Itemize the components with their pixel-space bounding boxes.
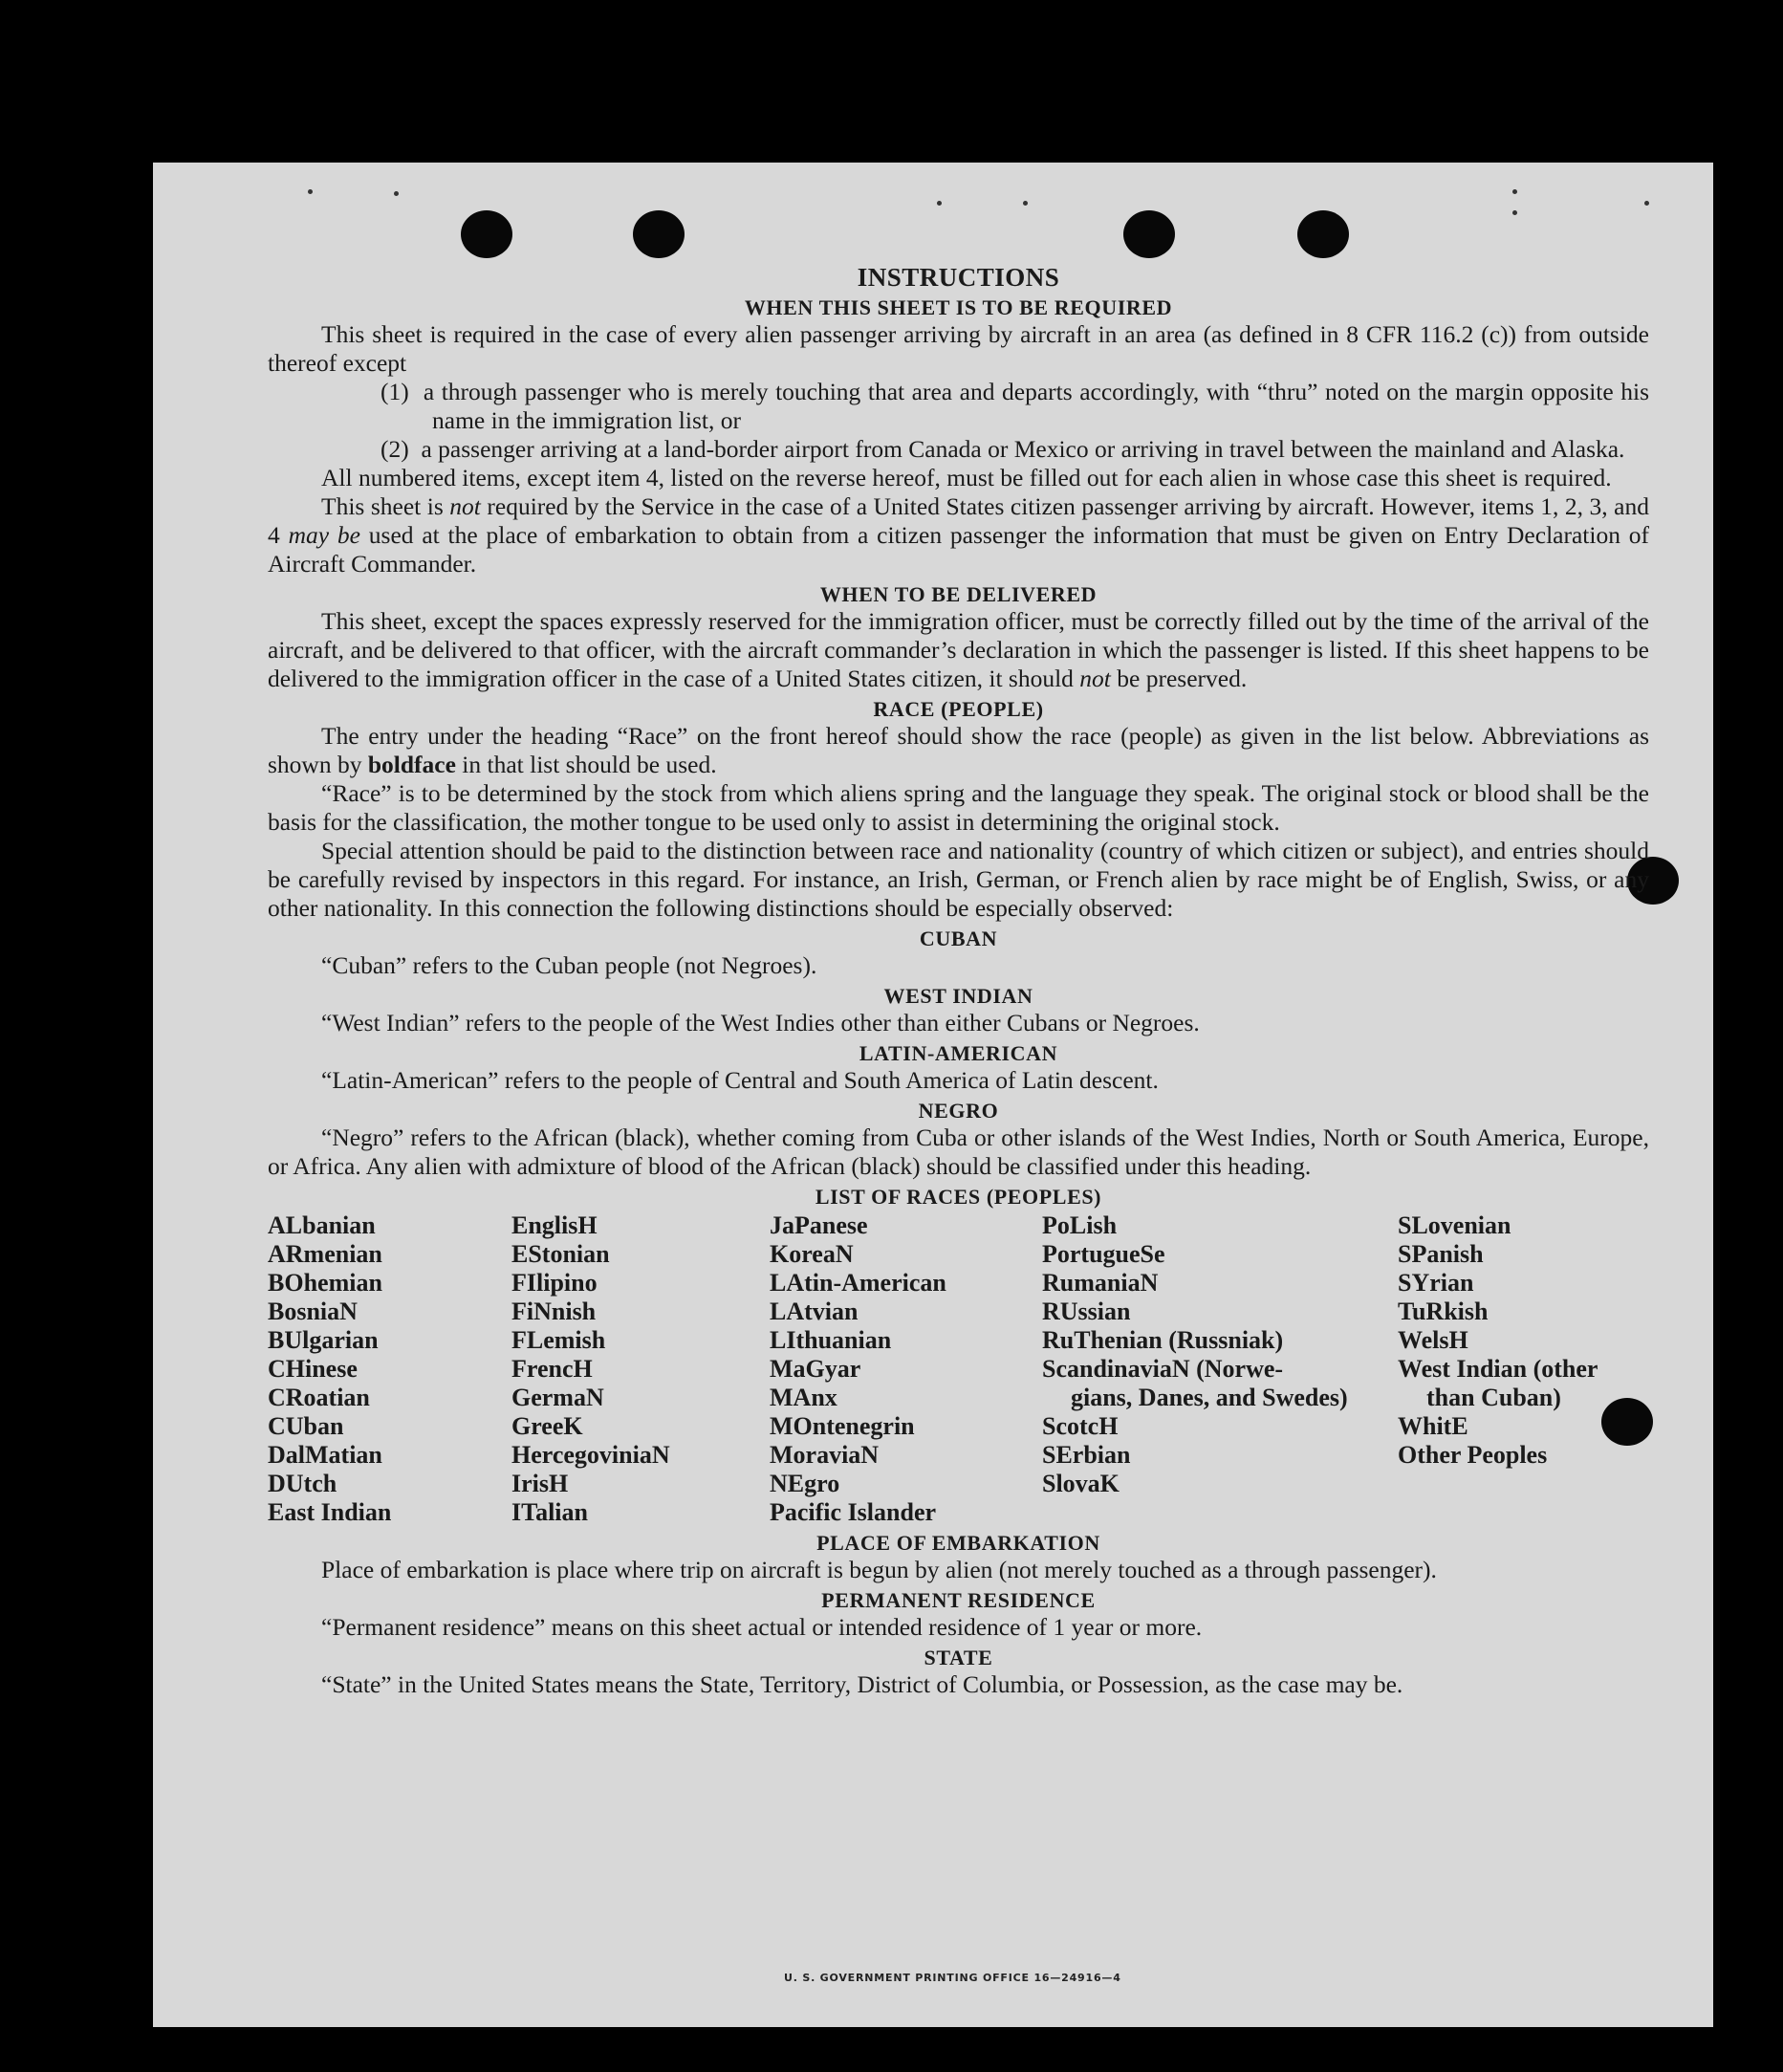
race-entry: IrisH xyxy=(511,1470,569,1497)
races-column xyxy=(511,1211,770,1527)
race-entry: ITalian xyxy=(511,1498,588,1526)
race-entry: MOntenegrin xyxy=(770,1412,915,1440)
section-heading-west-indian: WEST INDIAN xyxy=(883,984,1033,1008)
race-entry: East Indian xyxy=(268,1498,392,1526)
race-entry: DUtch xyxy=(268,1470,337,1497)
race-entry: ARmenian xyxy=(268,1240,382,1268)
race-entry: MoraviaN xyxy=(770,1441,880,1469)
speck xyxy=(1512,189,1517,194)
race-entry: LAtvian xyxy=(770,1298,859,1325)
punch-hole xyxy=(461,210,512,258)
race-entry: CRoatian xyxy=(268,1384,370,1411)
punch-hole xyxy=(633,210,685,258)
race-entry: SErbian xyxy=(1042,1441,1131,1469)
race-entry: RuThenian (Russniak) xyxy=(1042,1326,1284,1354)
section-heading-negro: NEGRO xyxy=(918,1099,999,1123)
race-entry: SlovaK xyxy=(1042,1470,1120,1497)
section-heading-residence: PERMANENT RESIDENCE xyxy=(821,1588,1096,1612)
speck xyxy=(1023,201,1028,206)
section-heading-state: STATE xyxy=(924,1646,993,1669)
paragraph: “Negro” refers to the African (black), whether coming from Cuba or other islands of the West Indies, North or South America, Europe, or Africa. Any alien with admixture of blood of the African (black) should be classified under this heading. xyxy=(268,1123,1649,1180)
page-title: INSTRUCTIONS xyxy=(857,263,1060,292)
race-entry: Pacific Islander xyxy=(770,1498,937,1526)
paragraph: This sheet is not required by the Service in the case of a United States citizen passenger arriving by aircraft. However, items 1, 2, 3, and 4 may be used at the place of embarkation to obtain from a citizen passenger the information that must be given on Entry Declaration of Aircraft Commander. xyxy=(268,492,1650,578)
race-entry: PortugueSe xyxy=(1042,1240,1165,1268)
section-heading-delivered: WHEN TO BE DELIVERED xyxy=(819,582,1098,606)
races-column xyxy=(1042,1211,1398,1527)
races-list xyxy=(268,1211,1649,1527)
section-heading-embarkation: PLACE OF EMBARKATION xyxy=(816,1531,1100,1555)
races-column xyxy=(268,1211,511,1527)
exception-item-2: (2) a passenger arriving at a land-border airport from Canada or Mexico or arriving in travel between the mainland and Alaska. xyxy=(381,435,1625,463)
race-entry: gians, Danes, and Swedes) xyxy=(1071,1384,1348,1411)
paragraph: Special attention should be paid to the distinction between race and nationality (country of which citizen or subject), and entries should be carefully revised by inspectors in this regard. For instance, an Irish, German, or French alien by race might be of English, Swiss, or any other nationality. In this connection the following distinctions should be especially observed: xyxy=(268,837,1649,922)
race-entry: BosniaN xyxy=(268,1298,358,1325)
section-heading-list: LIST OF RACES (PEOPLES) xyxy=(815,1185,1102,1209)
race-entry: SPanish xyxy=(1398,1240,1484,1268)
paragraph: “Permanent residence” means on this sheet actual or intended residence of 1 year or more. xyxy=(321,1613,1203,1641)
race-entry: LIthuanian xyxy=(770,1326,892,1354)
race-entry: FiNnish xyxy=(511,1298,597,1325)
exception-item-1: (1) a through passenger who is merely touching that area and departs accordingly, with “thru” noted on the margin opposite his name in the immigration list, or xyxy=(381,378,1649,434)
section-heading-cuban: CUBAN xyxy=(919,927,998,950)
race-entry: KoreaN xyxy=(770,1240,854,1268)
race-entry: than Cuban) xyxy=(1426,1384,1561,1411)
paragraph: “Cuban” refers to the Cuban people (not Negroes). xyxy=(321,951,817,979)
race-entry: RumaniaN xyxy=(1042,1269,1159,1297)
race-entry: FrencH xyxy=(511,1355,593,1383)
race-entry: ALbanian xyxy=(268,1211,376,1239)
race-entry: CHinese xyxy=(268,1355,358,1383)
punch-hole xyxy=(1297,210,1349,258)
race-entry: BUlgarian xyxy=(268,1326,379,1354)
printer-imprint: U. S. GOVERNMENT PRINTING OFFICE 16—24916—4 xyxy=(784,1972,1121,1984)
paragraph: Place of embarkation is place where trip on aircraft is begun by alien (not merely touched as a through passenger). xyxy=(321,1556,1437,1583)
race-entry: BOhemian xyxy=(268,1269,382,1297)
race-entry: EStonian xyxy=(511,1240,610,1268)
speck xyxy=(394,191,399,196)
race-entry: SYrian xyxy=(1398,1269,1474,1297)
section-heading-race: RACE (PEOPLE) xyxy=(873,697,1044,721)
race-entry: FIlipino xyxy=(511,1269,598,1297)
paragraph: “Latin-American” refers to the people of Central and South America of Latin descent. xyxy=(321,1066,1159,1094)
race-entry: MAnx xyxy=(770,1384,837,1411)
race-entry: LAtin-American xyxy=(770,1269,946,1297)
paragraph: This sheet, except the spaces expressly reserved for the immigration officer, must be correctly filled out by the time of the arrival of the aircraft, and be delivered to that officer, with the aircraft commander’s declaration in which the passenger is listed. If this sheet happens to be delivered to the immigration officer in the case of a United States citizen, it should not be preserved. xyxy=(268,607,1649,692)
race-entry: NEgro xyxy=(770,1470,840,1497)
document-page xyxy=(153,163,1713,2027)
race-entry: JaPanese xyxy=(770,1211,868,1239)
paragraph: “State” in the United States means the State, Territory, District of Columbia, or Possession, as the case may be. xyxy=(321,1670,1403,1698)
section-heading-required: WHEN THIS SHEET IS TO BE REQUIRED xyxy=(744,295,1173,319)
speck xyxy=(308,189,313,194)
race-entry: GermaN xyxy=(511,1384,604,1411)
race-entry: FLemish xyxy=(511,1326,606,1354)
instructions-body xyxy=(268,263,1649,1699)
races-column xyxy=(1398,1211,1649,1527)
race-entry: WelsH xyxy=(1398,1326,1468,1354)
races-column xyxy=(770,1211,1042,1527)
speck xyxy=(1512,210,1517,215)
race-entry: HercegoviniaN xyxy=(511,1441,670,1469)
paragraph: “West Indian” refers to the people of the West Indies other than either Cubans or Negroes. xyxy=(321,1009,1200,1036)
race-entry: CUban xyxy=(268,1412,344,1440)
race-entry: GreeK xyxy=(511,1412,583,1440)
speck xyxy=(1644,201,1649,206)
punch-hole xyxy=(1123,210,1175,258)
paragraph: This sheet is required in the case of every alien passenger arriving by aircraft in an area (as defined in 8 CFR 116.2 (c)) from outside thereof except xyxy=(268,320,1649,377)
race-entry: PoLish xyxy=(1042,1211,1118,1239)
race-entry: DalMatian xyxy=(268,1441,382,1469)
race-entry: RUssian xyxy=(1042,1298,1131,1325)
paragraph: The entry under the heading “Race” on the front hereof should show the race (people) as given in the list below. Abbreviations as shown by boldface in that list should be used. xyxy=(268,722,1649,778)
race-entry: ScandinaviaN (Norwe- xyxy=(1042,1355,1284,1383)
race-entry: SLovenian xyxy=(1398,1211,1511,1239)
race-entry: West Indian (other xyxy=(1398,1355,1598,1383)
race-entry: ScotcH xyxy=(1042,1412,1119,1440)
section-heading-latin-american: LATIN-AMERICAN xyxy=(859,1041,1058,1065)
race-entry: TuRkish xyxy=(1398,1298,1489,1325)
race-entry: EnglisH xyxy=(511,1211,598,1239)
paragraph: “Race” is to be determined by the stock from which aliens spring and the language they speak. The original stock or blood shall be the basis for the classification, the mother tongue to be used only to assist in determining the original stock. xyxy=(268,779,1649,836)
race-entry: MaGyar xyxy=(770,1355,861,1383)
race-entry: Other Peoples xyxy=(1398,1441,1548,1469)
race-entry: WhitE xyxy=(1398,1412,1468,1440)
speck xyxy=(937,201,942,206)
paragraph: All numbered items, except item 4, listed on the reverse hereof, must be filled out for each alien in whose case this sheet is required. xyxy=(321,464,1612,491)
